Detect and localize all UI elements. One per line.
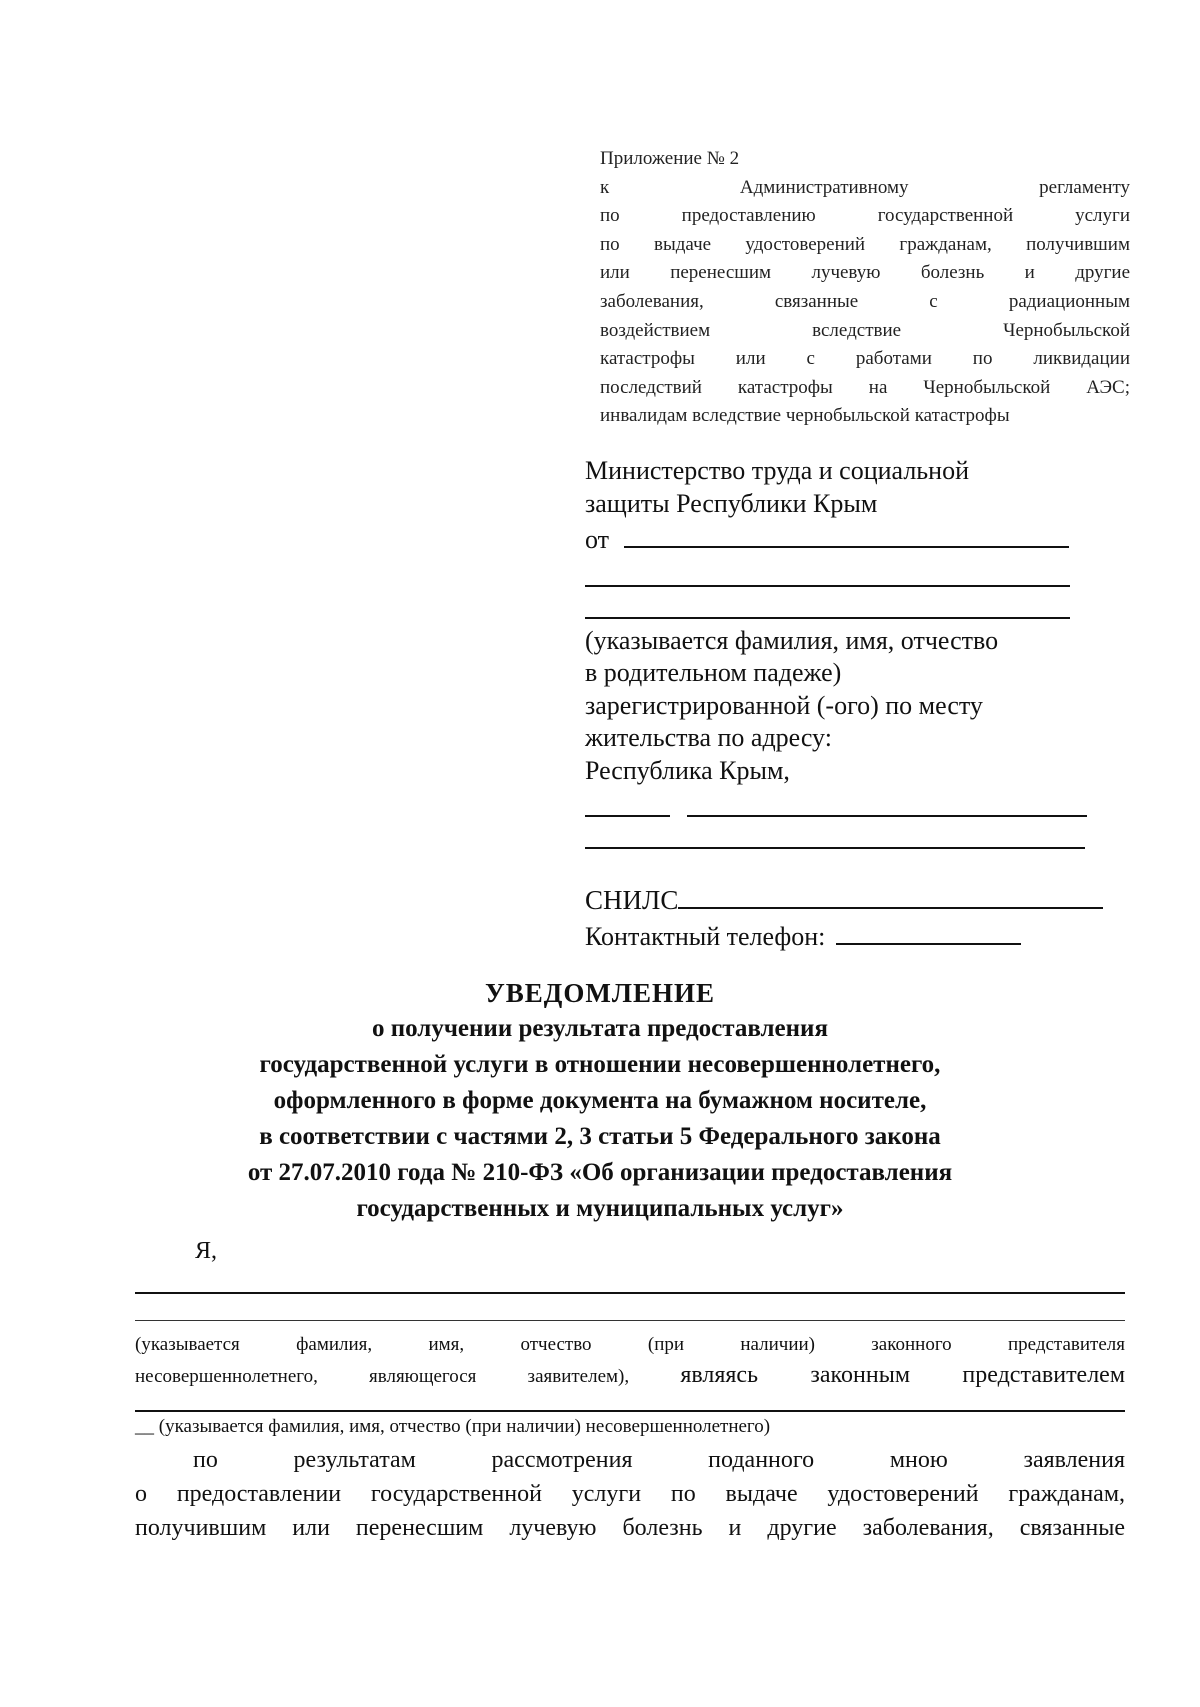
notice-subtitle-line: от 27.07.2010 года № 210-ФЗ «Об организации предоставления (247, 1159, 953, 1186)
notice-subtitle-line: о получении результата предоставления (371, 1015, 828, 1042)
representative-name-field[interactable] (135, 1292, 1125, 1294)
notice-heading: УВЕДОМЛЕНИЕ (484, 978, 716, 1008)
from-line (585, 520, 1105, 557)
paragraph-line: по результатам рассмотрения поданного мною заявления (193, 1447, 1125, 1473)
annex-line: заболевания, связанные с радиационным (600, 290, 1130, 312)
ministry-line: защиты Республики Крым (585, 488, 878, 518)
phone-line (585, 917, 1105, 954)
from-name-field[interactable] (624, 520, 1069, 548)
notice-subtitle-line: государственной услуги в отношении несовершеннолетнего, (259, 1051, 941, 1078)
annex-line: Приложение № 2 (600, 148, 740, 169)
address-field-line2[interactable] (585, 819, 1085, 849)
hint-representative-part: несовершеннолетнего, являющегося заявителем), (135, 1366, 630, 1387)
annex-line: воздействием вследствие Чернобыльской (600, 319, 1130, 341)
snils-field[interactable] (678, 879, 1103, 909)
notice-title (100, 975, 1100, 1227)
phone-field[interactable] (836, 917, 1021, 945)
notice-subtitle-line: оформленного в форме документа на бумажном носителе, (273, 1087, 927, 1114)
hint-representative-line: (указывается фамилия, имя, отчество (при наличии) законного представителя (135, 1334, 1125, 1355)
annex-line: по предоставлению государственной услуги (600, 205, 1130, 227)
representative-clause: являясь законным представителем (680, 1362, 1126, 1388)
notice-subtitle-line: государственных и муниципальных услуг» (356, 1195, 844, 1222)
snils-label: СНИЛС (585, 885, 679, 915)
from-label: от (585, 525, 610, 554)
address-line-1 (585, 789, 1105, 819)
annex-line: инвалидам вследствие чернобыльской катастрофы (600, 405, 1010, 427)
address-field-part2[interactable] (687, 789, 1087, 817)
hint-minor (135, 1414, 1125, 1440)
from-name-field-line3[interactable] (585, 587, 1070, 619)
i-label: Я, (195, 1238, 218, 1264)
hint-name-genitive: в родительном падеже) (585, 658, 842, 687)
notice-subtitle-line: в соответствии с частями 2, 3 статьи 5 Федерального закона (259, 1123, 941, 1150)
hint-minor-text: (указывается фамилия, имя, отчество (при наличии) несовершеннолетнего) (158, 1416, 771, 1437)
annex-line: катастрофы или с работами по ликвидации (600, 348, 1130, 370)
annex-line: последствий катастрофы на Чернобыльской АЭС; (600, 376, 1130, 398)
hint-name-genitive: (указывается фамилия, имя, отчество (585, 625, 999, 655)
minor-name-field[interactable] (135, 1410, 1125, 1412)
annex-line: к Административному регламенту (600, 176, 1130, 198)
annex-line: или перенесшим лучевую болезнь и другие (600, 262, 1130, 284)
addressee-block (585, 455, 1105, 953)
body-paragraph (135, 1443, 1125, 1545)
hint-representative-line2 (135, 1360, 1125, 1392)
phone-label: Контактный телефон: (585, 921, 826, 951)
ministry-line: Министерство труда и социальной (585, 456, 969, 485)
annex-line: по выдаче удостоверений гражданам, получившим (600, 233, 1130, 255)
hint-representative (135, 1330, 1125, 1392)
address-field-part1[interactable] (585, 789, 670, 817)
from-name-field-line2[interactable] (585, 561, 1070, 587)
registered-label: зарегистрированной (-ого) по месту (585, 690, 983, 720)
paragraph-line: получившим или перенесшим лучевую болезнь и другие заболевания, связанные (135, 1515, 1125, 1541)
republic-label: Республика Крым, (585, 755, 790, 785)
hint-minor-prefix: __ (135, 1416, 154, 1437)
paragraph-line: о предоставлении государственной услуги по выдаче удостоверений гражданам, (135, 1481, 1125, 1507)
residence-label: жительства по адресу: (585, 723, 832, 752)
representative-name-field-line2[interactable] (135, 1320, 1125, 1321)
snils-line (585, 879, 1105, 917)
annex-block (600, 145, 1130, 431)
